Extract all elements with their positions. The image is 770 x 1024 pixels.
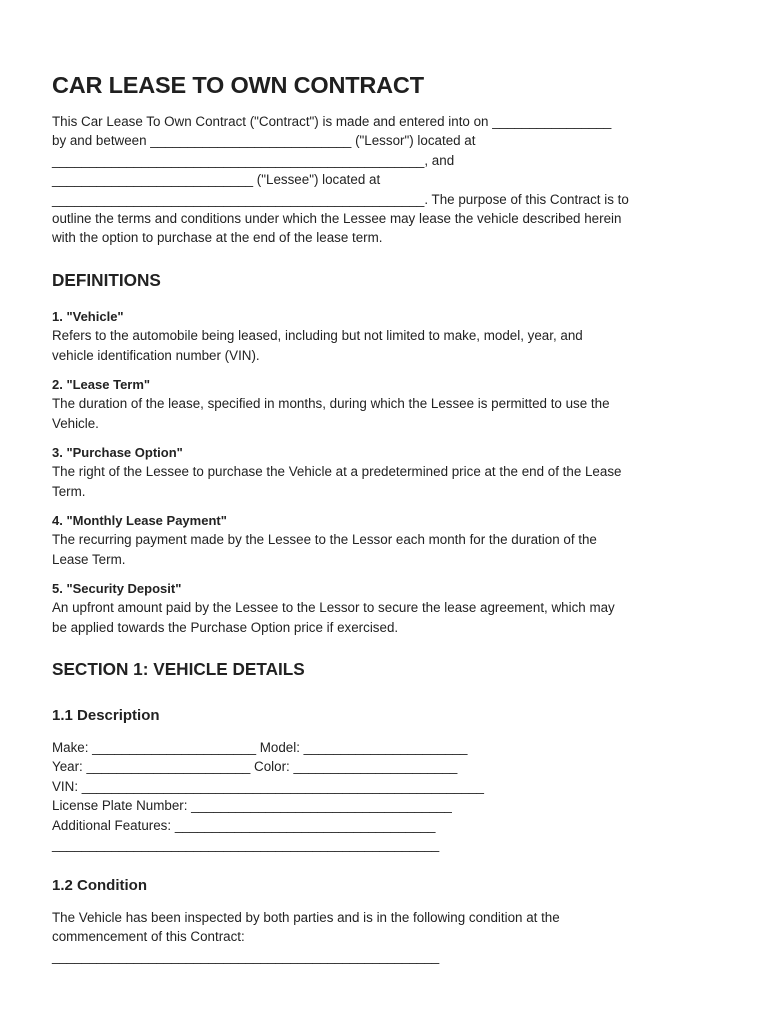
intro-line: This Car Lease To Own Contract ("Contract") is made and entered into on ________________ [52, 114, 612, 129]
definition-term: 1. "Vehicle" [52, 309, 124, 324]
section-1-heading: SECTION 1: VEHICLE DETAILS [52, 659, 305, 679]
definition-text: Term. [52, 483, 86, 499]
intro-line: __________________________________________________. The purpose of this Contract is to [52, 191, 629, 207]
definition-term: 3. "Purchase Option" [52, 445, 183, 460]
condition-text: commencement of this Contract: [52, 929, 245, 945]
definition-text: The recurring payment made by the Lessee to the Lessor each month for the duration of the [52, 532, 597, 548]
intro-line: by and between ___________________________ ("Lessor") located at [52, 133, 476, 149]
definition-text: Vehicle. [52, 415, 99, 431]
additional-features-line: Additional Features: ___________________________________ [52, 817, 436, 833]
condition-paragraph [52, 908, 732, 966]
intro-line: ___________________________ ("Lessee") located at [52, 172, 381, 188]
document-title: CAR LEASE TO OWN CONTRACT [52, 72, 424, 98]
year-color-line: Year: ______________________ Color: ______________________ [52, 759, 458, 775]
definition-term: 5. "Security Deposit" [52, 581, 182, 596]
definition-text: The duration of the lease, specified in months, during which the Lessee is permitted to use the [52, 396, 610, 412]
blank-line: ____________________________________________________ [52, 837, 440, 853]
definition-item-vehicle [52, 307, 732, 365]
definition-text: Lease Term. [52, 551, 126, 567]
intro-line: with the option to purchase at the end of the lease term. [52, 230, 383, 246]
license-plate-line: License Plate Number: ___________________________________ [52, 798, 452, 814]
make-model-line: Make: ______________________ Model: ______________________ [52, 740, 468, 755]
intro-line: __________________________________________________, and [52, 152, 455, 168]
condition-text: The Vehicle has been inspected by both parties and is in the following condition at the [52, 910, 560, 925]
definition-item-purchase-option [52, 443, 732, 501]
blank-line: ____________________________________________________ [52, 948, 440, 964]
vin-line: VIN: ______________________________________________________ [52, 778, 484, 794]
condition-heading: 1.2 Condition [52, 877, 147, 894]
definitions-heading: DEFINITIONS [52, 270, 161, 290]
vehicle-description-fields [52, 738, 732, 854]
definition-text: be applied towards the Purchase Option price if exercised. [52, 619, 399, 635]
definition-text: The right of the Lessee to purchase the Vehicle at a predetermined price at the end of the Lease [52, 464, 622, 480]
description-heading: 1.1 Description [52, 707, 160, 724]
definition-item-monthly-lease-payment [52, 511, 732, 569]
definition-text: vehicle identification number (VIN). [52, 347, 260, 363]
definition-item-lease-term [52, 375, 732, 433]
definition-item-security-deposit [52, 579, 732, 637]
definition-term: 4. "Monthly Lease Payment" [52, 513, 227, 528]
intro-paragraph [52, 112, 732, 248]
intro-line: outline the terms and conditions under which the Lessee may lease the vehicle described herein [52, 211, 622, 227]
definition-text: An upfront amount paid by the Lessee to the Lessor to secure the lease agreement, which may [52, 600, 615, 616]
definition-term: 2. "Lease Term" [52, 377, 151, 392]
definition-text: Refers to the automobile being leased, including but not limited to make, model, year, and [52, 328, 583, 344]
